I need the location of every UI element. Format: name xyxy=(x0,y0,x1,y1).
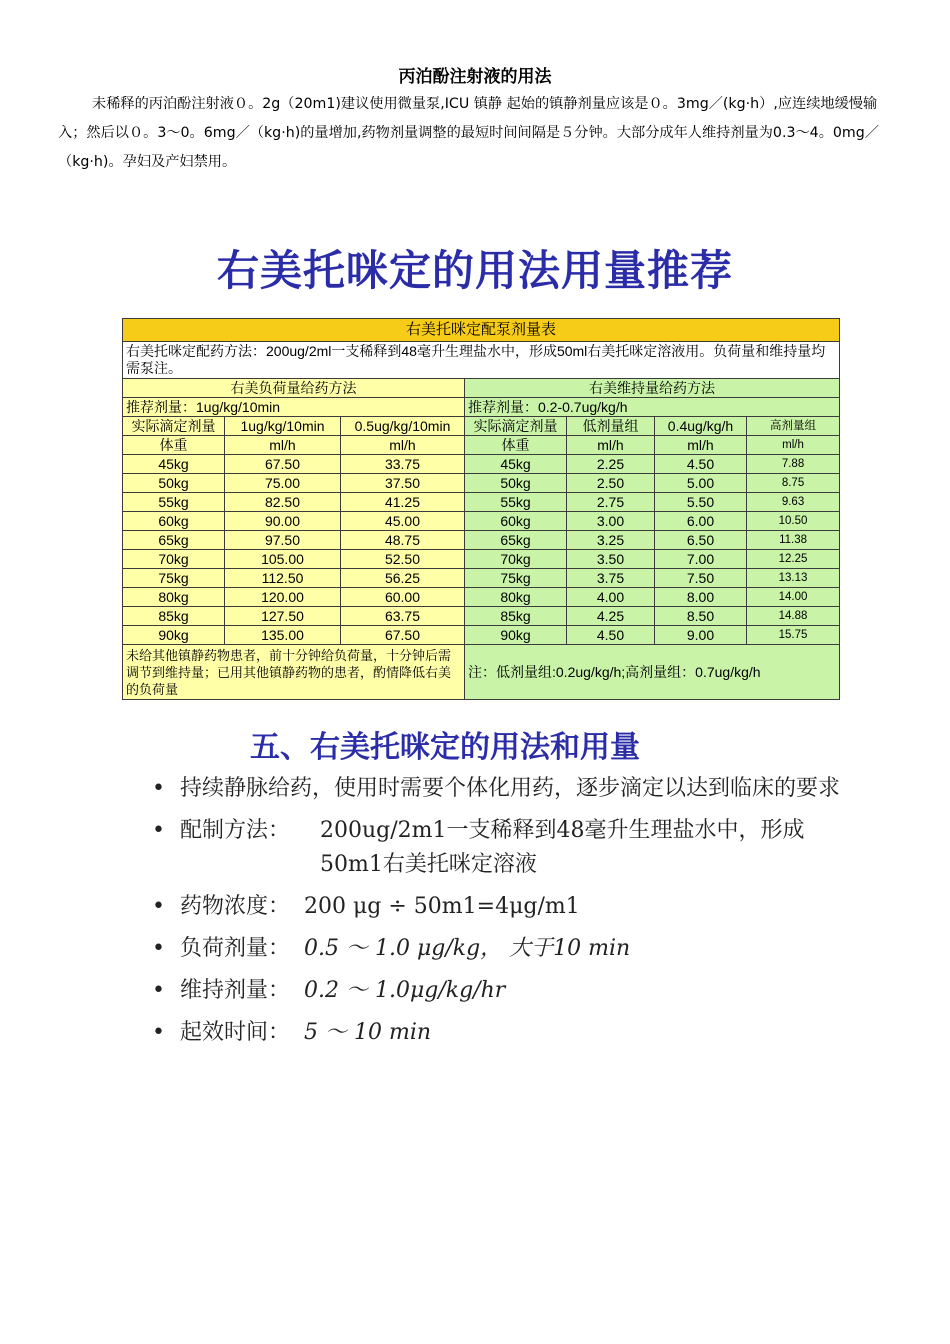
table-cell: 55kg xyxy=(123,493,225,512)
table-row xyxy=(123,588,840,607)
table-cell: 90kg xyxy=(123,626,225,645)
document-paragraph: 未稀释的丙泊酚注射液０。2g（20m1)建议使用微量泵,ICU 镇静 起始的镇静剂量应该是０。3mg／(kg·h）,应连续地缓慢输入；然后以０。3～0。6mg／（kg·h)的量增加,药物剂量调整的最短时间间隔是５分钟。大部分成年人维持剂量为0.3～4。0mg／（kg·h)。孕妇及产妇禁用。 xyxy=(58,96,879,170)
bullet-label: 起效时间： xyxy=(180,1020,291,1045)
bullet-label: 负荷剂量： xyxy=(180,936,291,961)
table-cell: 7.88 xyxy=(747,455,840,474)
col-header: 低剂量组 xyxy=(567,417,655,436)
table-row xyxy=(123,455,840,474)
table-cell: 37.50 xyxy=(341,474,465,493)
load-header: 右美负荷量给药方法 xyxy=(123,379,465,398)
table-cell: 70kg xyxy=(123,550,225,569)
table-cell: 75kg xyxy=(123,569,225,588)
bullet-value: 0.5 ～ 1.0 μg/kg， 大于10 min xyxy=(304,936,631,961)
table-cell: 60.00 xyxy=(341,588,465,607)
document-title: 丙泊酚注射液的用法 xyxy=(398,67,552,87)
table-cell: 90.00 xyxy=(225,512,341,531)
table-cell: 85kg xyxy=(465,607,567,626)
bullet-value: 0.2 ～ 1.0μg/kg/hr xyxy=(304,978,506,1003)
table-cell: 3.75 xyxy=(567,569,655,588)
table-row xyxy=(123,626,840,645)
table-cell: 45.00 xyxy=(341,512,465,531)
bullet-icon: • xyxy=(152,894,165,919)
table-cell: 80kg xyxy=(123,588,225,607)
table-cell: 12.25 xyxy=(747,550,840,569)
table-title: 右美托咪定配泵剂量表 xyxy=(123,319,840,342)
table-cell: 4.50 xyxy=(567,626,655,645)
list-item xyxy=(150,772,850,806)
table-cell: 50kg xyxy=(465,474,567,493)
table-row xyxy=(123,474,840,493)
table-cell: 55kg xyxy=(465,493,567,512)
section-heading-usage: 右美托咪定的用法用量推荐 xyxy=(216,246,733,295)
table-cell: 135.00 xyxy=(225,626,341,645)
bullet-icon: • xyxy=(152,818,165,843)
table-cell: 112.50 xyxy=(225,569,341,588)
table-cell: 56.25 xyxy=(341,569,465,588)
table-cell: 67.50 xyxy=(225,455,341,474)
table-cell: 82.50 xyxy=(225,493,341,512)
table-cell: 13.13 xyxy=(747,569,840,588)
table-cell: 105.00 xyxy=(225,550,341,569)
table-cell: 75.00 xyxy=(225,474,341,493)
bullet-icon: • xyxy=(152,978,165,1003)
table-cell: 8.50 xyxy=(655,607,747,626)
unit-header: ml/h xyxy=(567,436,655,455)
table-cell: 7.50 xyxy=(655,569,747,588)
bullet-icon: • xyxy=(152,936,165,961)
table-cell: 60kg xyxy=(465,512,567,531)
table-row xyxy=(123,569,840,588)
table-row xyxy=(123,531,840,550)
list-item xyxy=(150,814,850,882)
table-cell: 52.50 xyxy=(341,550,465,569)
col-header: 实际滴定剂量 xyxy=(465,417,567,436)
bullet-value: 200 μg ÷ 50m1=4μg/m1 xyxy=(304,894,580,919)
bullet-label: 配制方法： xyxy=(180,818,291,843)
table-cell: 45kg xyxy=(123,455,225,474)
list-item xyxy=(150,974,850,1008)
table-cell: 8.00 xyxy=(655,588,747,607)
table-cell: 6.50 xyxy=(655,531,747,550)
table-cell: 5.50 xyxy=(655,493,747,512)
table-cell: 41.25 xyxy=(341,493,465,512)
table-row xyxy=(123,550,840,569)
table-cell: 2.50 xyxy=(567,474,655,493)
table-cell: 60kg xyxy=(123,512,225,531)
table-footer-note-right: 注：低剂量组:0.2ug/kg/h;高剂量组：0.7ug/kg/h xyxy=(465,645,840,700)
table-cell: 14.88 xyxy=(747,607,840,626)
pump-dose-table xyxy=(122,318,840,700)
col-header: 1ug/kg/10min xyxy=(225,417,341,436)
unit-header: 体重 xyxy=(465,436,567,455)
table-cell: 48.75 xyxy=(341,531,465,550)
table-row xyxy=(123,512,840,531)
table-cell: 6.00 xyxy=(655,512,747,531)
table-cell: 10.50 xyxy=(747,512,840,531)
list-item xyxy=(150,890,850,924)
unit-header: ml/h xyxy=(747,436,840,455)
table-cell: 97.50 xyxy=(225,531,341,550)
table-cell: 8.75 xyxy=(747,474,840,493)
col-header: 实际滴定剂量 xyxy=(123,417,225,436)
table-cell: 63.75 xyxy=(341,607,465,626)
list-item xyxy=(150,1016,850,1050)
column-header-row xyxy=(123,417,840,436)
maint-header: 右美维持量给药方法 xyxy=(465,379,840,398)
bullet-icon: • xyxy=(152,1020,165,1045)
table-cell: 9.00 xyxy=(655,626,747,645)
bullet-icon: • xyxy=(152,776,165,801)
table-cell: 80kg xyxy=(465,588,567,607)
table-cell: 33.75 xyxy=(341,455,465,474)
table-cell: 120.00 xyxy=(225,588,341,607)
table-cell: 7.00 xyxy=(655,550,747,569)
table-cell: 85kg xyxy=(123,607,225,626)
table-cell: 90kg xyxy=(465,626,567,645)
table-cell: 45kg xyxy=(465,455,567,474)
table-cell: 65kg xyxy=(123,531,225,550)
col-header: 高剂量组 xyxy=(747,417,840,436)
table-cell: 14.00 xyxy=(747,588,840,607)
bullet-value: 5 ～ 10 min xyxy=(304,1020,432,1045)
table-cell: 5.00 xyxy=(655,474,747,493)
table-cell: 127.50 xyxy=(225,607,341,626)
table-cell: 3.50 xyxy=(567,550,655,569)
table-cell: 11.38 xyxy=(747,531,840,550)
table-cell: 4.00 xyxy=(567,588,655,607)
section-heading-dosage: 五、右美托咪定的用法和用量 xyxy=(250,730,640,765)
table-footer-note-left: 未给其他镇静药物患者，前十分钟给负荷量，十分钟后需调节到维持量；已用其他镇静药物的患者，酌情降低右美的负荷量 xyxy=(123,645,465,700)
table-cell: 65kg xyxy=(465,531,567,550)
table-cell: 3.25 xyxy=(567,531,655,550)
maint-recommend: 推荐剂量：0.2-0.7ug/kg/h xyxy=(465,398,840,417)
table-cell: 15.75 xyxy=(747,626,840,645)
table-cell: 4.50 xyxy=(655,455,747,474)
table-cell: 75kg xyxy=(465,569,567,588)
table-cell: 4.25 xyxy=(567,607,655,626)
table-cell: 3.00 xyxy=(567,512,655,531)
bullet-label: 维持剂量： xyxy=(180,978,291,1003)
table-cell: 67.50 xyxy=(341,626,465,645)
col-header: 0.5ug/kg/10min xyxy=(341,417,465,436)
unit-header: 体重 xyxy=(123,436,225,455)
table-cell: 70kg xyxy=(465,550,567,569)
load-recommend: 推荐剂量：1ug/kg/10min xyxy=(123,398,465,417)
unit-header: ml/h xyxy=(655,436,747,455)
table-row xyxy=(123,493,840,512)
table-method: 右美托咪定配药方法：200ug/2ml一支稀释到48毫升生理盐水中，形成50ml右美托咪定溶液用。负荷量和维持量均需泵注。 xyxy=(123,342,840,379)
bullet-value: 200ug/2m1一支稀释到48毫升生理盐水中，形成50m1右美托咪定溶液 xyxy=(320,818,805,877)
col-header: 0.4ug/kg/h xyxy=(655,417,747,436)
unit-header: ml/h xyxy=(341,436,465,455)
table-row xyxy=(123,607,840,626)
bullet-label: 药物浓度： xyxy=(180,894,291,919)
table-cell: 9.63 xyxy=(747,493,840,512)
table-cell: 2.75 xyxy=(567,493,655,512)
unit-header-row xyxy=(123,436,840,455)
table-cell: 2.25 xyxy=(567,455,655,474)
dosage-bullet-list xyxy=(150,772,850,1058)
table-cell: 50kg xyxy=(123,474,225,493)
unit-header: ml/h xyxy=(225,436,341,455)
list-item xyxy=(150,932,850,966)
bullet-text: 持续静脉给药，使用时需要个体化用药，逐步滴定以达到临床的要求 xyxy=(180,776,841,801)
